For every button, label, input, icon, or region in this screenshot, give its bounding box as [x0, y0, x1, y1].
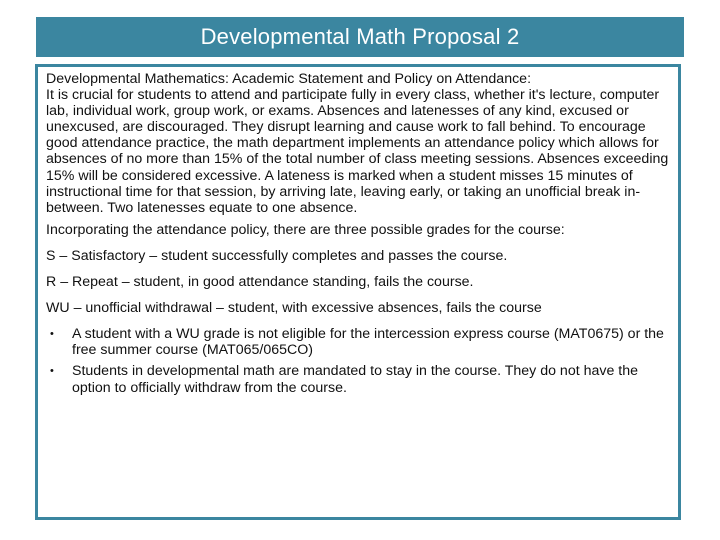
grades-intro: Incorporating the attendance policy, there are three possible grades for the course: — [46, 221, 565, 238]
bullet-text: Students in developmental math are mandated to stay in the course. They do not have the option to officially withdraw from the course. — [72, 363, 639, 396]
policy-heading: Developmental Mathematics: Academic Statement and Policy on Attendance: — [46, 71, 532, 87]
bullet-item-withdrawal — [46, 363, 670, 395]
bullet-item-wu-eligibility — [46, 326, 670, 358]
policy-paragraph: It is crucial for students to attend and participate fully in every class, whether it's lecture, computer lab, individual work, group work, or exams. Absences and latenesses of any kind, excused or unexcused, are discouraged. They disrupt learning and cause work to fall behind. To encourage good attendance practice, the math department implements an attendance policy which allows for absences of no more than 15% of the total number of class meeting sessions. Absences exceeding 15% will be considered excessive. A lateness is marked when a student misses 15 minutes of instructional time for that session, by arriving late, leaving early, or taking an unofficial break in-between. Two latenesses equate to one absence. — [46, 87, 669, 216]
slide-title-bar — [36, 17, 684, 57]
grade-r: R – Repeat – student, in good attendance standing, fails the course. — [46, 274, 474, 291]
grade-wu: WU – unofficial withdrawal – student, with excessive absences, fails the course — [46, 300, 542, 317]
grade-s: S – Satisfactory – student successfully completes and passes the course. — [46, 247, 508, 264]
content-box — [35, 64, 681, 520]
bullet-icon: • — [50, 365, 54, 378]
bullet-text: A student with a WU grade is not eligible for the intercession express course (MAT0675) or the free summer course (MAT065/065CO) — [72, 326, 664, 359]
slide-title: Developmental Math Proposal 2 — [200, 24, 520, 49]
bullet-icon: • — [50, 328, 54, 341]
